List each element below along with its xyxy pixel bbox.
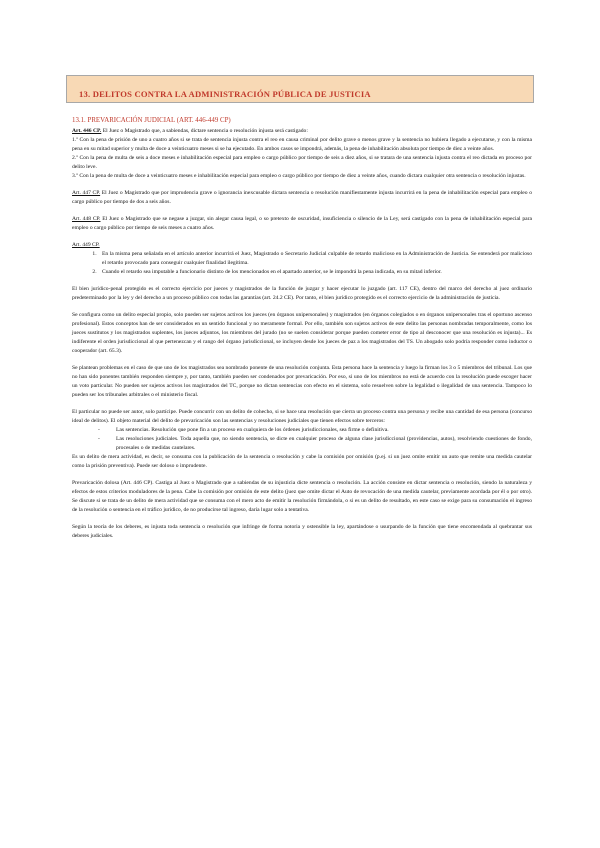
art-446-item-1: 1.º Con la pena de prisión de uno a cuatro años si se trata de sentencia injusta contra el reo en causa criminal por delito grave o menos grave y la sentencia no hubiera llegado a ejecutarse, y con la misma pena en su mitad superior y multa de doce a veinticuatro meses si se ha ejecutado. En ambos casos se impondrá, además, la pena de inhabilitación absoluta por tiempo de diez a veinte años.: [72, 137, 532, 152]
paragraph-bien-juridico: El bien jurídico-penal protegido es el correcto ejercicio por jueces y magistrados de la función de juzgar y hacer ejecutar lo juzgado (art. 117 CE), dentro del marco del derecho al juez ordinario predeterminado por la ley y del derecho a un proceso público con todas las garantías (art. 24.2 CE). Por tanto, el bien jurídico protegido es el correcto ejercicio de la administración de justicia.: [72, 286, 532, 301]
art-448-text: El Juez o Magistrado que se negase a juzgar, sin alegar causa legal, o so pretexto de oscuridad, insuficiencia o silencio de la Ley, será castigado con la pena de inhabilitación especial para empleo o cargo público por tiempo de seis meses a cuatro años.: [72, 216, 532, 231]
art-446-item-2: 2.º Con la pena de multa de seis a doce meses e inhabilitación especial para empleo o cargo público por tiempo de seis a diez años, si se tratara de una sentencia injusta contra el reo dictada en proceso por delito leve.: [72, 155, 532, 170]
paragraph-teoria-deberes: Según la teoría de los deberes, es injusta toda sentencia o resolución que infringe de forma notoria y ostensible la ley, apartándose o usurpando de la función que tiene encomendada al quebrantar sus deberes judiciales.: [72, 524, 532, 539]
paragraph-prevaricacion-dolosa: Prevaricación dolosa (Art. 446 CP). Castiga al Juez o Magistrado que a sabiendas de su injusticia dicte sentencia o resolución. La acción consiste en dictar sentencia o resolución, siendo la naturaleza y efectos de estos criterios moduladores de la pena. Cabe la comisión por omisión de este delito (juez que omite dictar el Auto de revocación de una medida cautelar, previamente acordada por él o por otro). Se discute si se trata de un delito de mera actividad que se consuma con el mero acto de emitir la resolución firmándola, o si es un delito de resultado, en este caso se exige para su consumación el ingreso de la resolución o sentencia en el tráfico jurídico, de no producirse tal ingreso, daría lugar solo a tentativa.: [72, 480, 532, 513]
chapter-header: [66, 75, 534, 103]
document-body: [72, 117, 532, 549]
objeto-material-sentencias: - Las sentencias. Resolución que pone fin a un proceso en cualquiera de los órdenes jurisdiccionales, sea firme o definitiva.: [112, 426, 532, 435]
art-446-intro: [72, 127, 532, 136]
art-447-paragraph: [72, 189, 532, 207]
chapter-title: 13. DELITOS CONTRA LA ADMINISTRACIÓN PÚBLICA DE JUSTICIA: [79, 89, 371, 99]
paragraph-delito-especial: Se configura como un delito especial propio, solo pueden ser sujetos activos los jueces (en órganos unipersonales) y magistrados (en órganos colegiados o en órganos unipersonales tras el oportuno ascenso profesional). Estos conceptos han de ser considerados en un sentido funcional y no meramente formal. Por ello, también son sujetos activos de este delito las personas nombradas temporalmente, como los jueces sustitutos y los magistrados suplentes, los jueces adjuntos, los miembros del jurado (no se suelen considerar porque pueden cometer error de tipo al desconocer que una resolución es injusta)... Es indiferente el orden jurisdiccional al que pertenezcan y el rango del órgano jurisdiccional, se incluyen desde los jueces de paz a los magistrados del TS. Un abogado solo podría responder como inductor o cooperador (art. 65.3).: [72, 312, 532, 354]
paragraph-particular: El particular no puede ser autor, solo partícipe. Puede concurrir con un delito de cohecho, si se hace una resolución que cierra un proceso contra una persona y recibe una cantidad de esa persona (concurso ideal de delitos). El objeto material del delito de prevaricación son las sentencias y resoluciones judiciales que tienen efectos sobre terceros:: [72, 409, 532, 424]
paragraph-resolucion-conjunta: Se plantean problemas en el caso de que uno de los magistrados sea nombrado ponente de una resolución conjunta. Esta persona hace la sentencia y luego la firman los 3 o 5 miembros del tribunal. Los que no han sido ponentes también responden siempre y, por tanto, también pueden ser condenados por prevaricación. Por eso, si uno de los miembros no está de acuerdo con la resolución puede escoger hacer un voto particular. No pueden ser sujetos activos los magistrados del TC, porque no dictan sentencias con efecto en el sistema, solo resuelven sobre la legalidad o ilegalidad de una sentencia. Tampoco lo pueden ser los tribunales arbitrales o el ministerio fiscal.: [72, 365, 532, 398]
art-449-ref: Art. 449 CP.: [72, 242, 100, 248]
section-title: 13.1. PREVARICACIÓN JUDICIAL (ART. 446-449 CP): [72, 117, 231, 124]
art-447-text: El Juez o Magistrado que por imprudencia grave o ignorancia inexcusable dictara sentencia o resolución manifiestamente injusta incurrirá en la pena de inhabilitación especial para empleo o cargo público por tiempo de dos a seis años.: [72, 190, 532, 205]
art-448-paragraph: [72, 215, 532, 233]
art-447-ref: Art. 447 CP.: [72, 190, 101, 196]
art-446-ref: Art. 446 CP.: [72, 128, 102, 134]
art-446-intro-text: El Juez o Magistrado que, a sabiendas, dictare sentencia o resolución injusta será castigado:: [101, 128, 308, 134]
objeto-material-resoluciones: - Las resoluciones judiciales. Toda aquella que, no siendo sentencia, se dicte en cualquier proceso de alguna clase jurisdiccional (providencias, autos), resolviendo cuestiones de fondo, procesales o de medidas cautelares.: [112, 435, 532, 453]
art-446-item-3: 3.º Con la pena de multa de doce a veinticuatro meses e inhabilitación especial para empleo o cargo público por tiempo de diez a veinte años, cuando dictara cualquier otra sentencia o resolución injustas.: [72, 173, 526, 179]
art-448-ref: Art. 448 CP.: [72, 216, 101, 222]
art-449-list: [72, 250, 532, 277]
art-449-heading: [72, 241, 532, 250]
art-449-item-2: 2. Cuando el retardo sea imputable a funcionario distinto de los mencionados en el apartado anterior, se le impondrá la pena indicada, en su mitad inferior.: [98, 268, 532, 277]
paragraph-mera-actividad: Es un delito de mera actividad, es decir, se consuma con la publicación de la sentencia o resolución y cabe la comisión por omisión (p.ej. si un juez omite emitir un auto que remite una medida cautelar como la prisión preventiva). Puede ser doloso o imprudente.: [72, 454, 532, 469]
objeto-material-list: [72, 426, 532, 453]
art-449-item-1: 1. En la misma pena señalada en el artículo anterior incurrirá el Juez, Magistrado o Secretario Judicial culpable de retardo malicioso en la Administración de Justicia. Se entenderá por malicioso el retardo provocado para conseguir cualquier finalidad ilegítima.: [98, 250, 532, 268]
